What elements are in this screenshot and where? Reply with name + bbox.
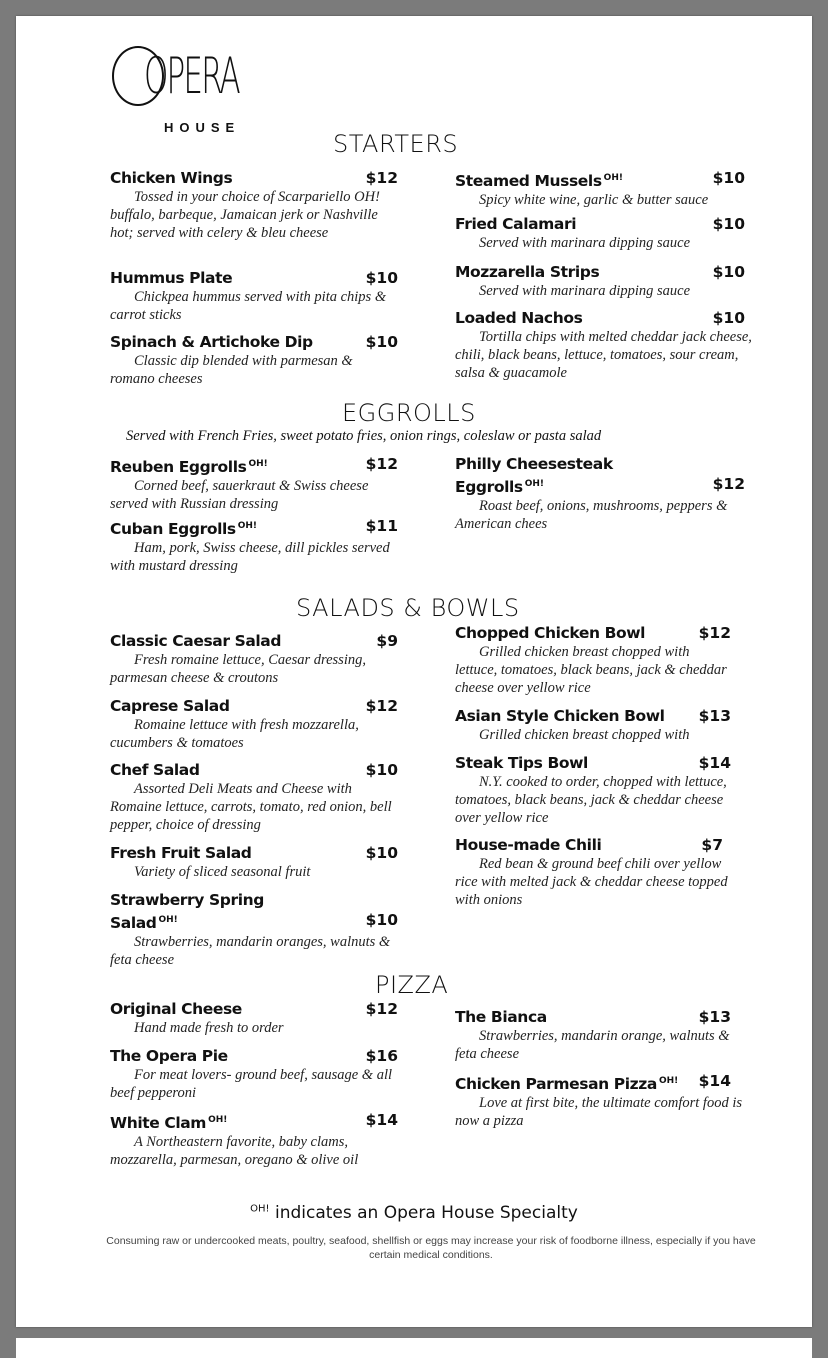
item-name: Chef Salad	[110, 761, 200, 779]
item-name-wrap	[455, 474, 745, 497]
item-price: $10	[365, 333, 398, 351]
menu-item	[110, 268, 398, 324]
item-name-wrap	[455, 168, 745, 191]
menu-item	[455, 753, 731, 827]
item-price: $7	[701, 836, 723, 854]
item-price: $14	[698, 1072, 731, 1090]
item-description: Fresh romaine lettuce, Caesar dressing, parmesan cheese & croutons	[110, 652, 366, 686]
menu-item	[110, 631, 398, 687]
menu-item	[455, 214, 745, 252]
item-description: Assorted Deli Meats and Cheese with Romaine lettuce, carrots, tomato, red onion, bell pepper, choice of dressing	[110, 781, 392, 833]
item-description: Red bean & ground beef chili over yellow rice with melted jack & cheddar cheese topped with onions	[455, 856, 728, 908]
item-name: Mozzarella Strips	[455, 263, 600, 281]
item-price: $14	[698, 754, 731, 772]
specialty-mark: OH!	[208, 1115, 228, 1125]
opera-house-logo	[110, 42, 250, 135]
menu-item	[455, 623, 731, 697]
menu-item	[455, 1007, 731, 1063]
menu-item	[110, 760, 398, 834]
specialty-mark: OH!	[250, 1203, 270, 1215]
item-description: Romaine lettuce with fresh mozzarella, cucumbers & tomatoes	[110, 717, 359, 751]
logo-sub-text: HOUSE	[164, 120, 241, 135]
menu-item	[455, 262, 745, 300]
item-price: $16	[365, 1047, 398, 1065]
item-name: Steamed Mussels	[455, 172, 602, 191]
specialty-mark: OH!	[658, 1076, 679, 1086]
section-title-pizza: PIZZA	[375, 971, 449, 999]
menu-item	[110, 999, 398, 1037]
menu-item	[110, 516, 398, 575]
item-price: $12	[365, 455, 398, 473]
menu-item	[455, 706, 731, 744]
item-price: $12	[365, 697, 398, 715]
item-name: White Clam	[110, 1114, 207, 1133]
menu-item	[455, 454, 745, 533]
item-name-line1: Philly Cheesesteak	[455, 455, 613, 473]
item-description: Spicy white wine, garlic & butter sauce	[479, 192, 709, 209]
item-name: Classic Caesar Salad	[110, 632, 282, 650]
next-page-edge	[16, 1338, 812, 1358]
section-title-starters: STARTERS	[333, 130, 459, 158]
menu-item	[110, 843, 398, 881]
eggrolls-sides-note: Served with French Fries, sweet potato fries, onion rings, coleslaw or pasta salad	[126, 428, 602, 444]
item-name: Cuban Eggrolls	[110, 520, 236, 539]
specialty-legend	[16, 1203, 812, 1223]
item-name: Caprese Salad	[110, 697, 230, 715]
item-price: $12	[365, 169, 398, 187]
item-price: $10	[712, 169, 745, 187]
item-description: Tortilla chips with melted cheddar jack cheese, chili, black beans, lettuce, tomatoes, sour cream, salsa & guacamole	[455, 329, 752, 381]
item-name: Chicken Wings	[110, 169, 233, 187]
menu-item	[110, 168, 398, 242]
item-name-line2: Eggrolls	[455, 478, 523, 497]
item-price: $12	[712, 475, 745, 493]
item-description: Strawberries, mandarin orange, walnuts & feta cheese	[455, 1028, 730, 1062]
item-description: A Northeastern favorite, baby clams, mozzarella, parmesan, oregano & olive oil	[110, 1134, 359, 1169]
specialty-mark: OH!	[158, 915, 178, 925]
item-name-wrap	[110, 910, 398, 933]
item-name-line1: Strawberry Spring	[110, 891, 264, 909]
specialty-mark: OH!	[237, 521, 258, 531]
item-price: $10	[365, 761, 398, 779]
section-title-salads-bowls: SALADS & BOWLS	[296, 594, 520, 622]
item-price: $10	[712, 215, 745, 233]
item-description: Roast beef, onions, mushrooms, peppers & American chees	[455, 498, 728, 533]
item-name-line2: Salad	[110, 914, 157, 933]
item-name: Loaded Nachos	[455, 309, 583, 327]
item-name: Hummus Plate	[110, 269, 233, 287]
section-title-eggrolls: EGGROLLS	[342, 399, 476, 427]
item-description: Grilled chicken breast chopped with lettuce, tomatoes, black beans, jack & cheddar cheese over yellow rice	[455, 644, 727, 696]
item-name: Reuben Eggrolls	[110, 458, 247, 477]
menu-item	[455, 308, 755, 382]
item-price: $13	[698, 1008, 731, 1026]
item-price: $13	[698, 707, 731, 725]
item-description: Strawberries, mandarin oranges, walnuts & feta cheese	[110, 934, 391, 969]
item-description: N.Y. cooked to order, chopped with lettuce, tomatoes, black beans, jack & cheddar cheese over yellow rice	[455, 774, 727, 826]
menu-item	[455, 168, 745, 209]
item-price: $10	[365, 844, 398, 862]
item-description: Grilled chicken breast chopped with	[479, 727, 690, 743]
item-description: Variety of sliced seasonal fruit	[134, 864, 311, 880]
item-description: Ham, pork, Swiss cheese, dill pickles served with mustard dressing	[110, 540, 390, 575]
item-price: $9	[376, 632, 398, 650]
item-name: Chopped Chicken Bowl	[455, 624, 646, 642]
menu-item	[455, 835, 731, 909]
item-description: Classic dip blended with parmesan & romano cheeses	[110, 353, 353, 387]
item-price: $10	[712, 309, 745, 327]
item-description: Served with marinara dipping sauce	[479, 235, 691, 251]
item-price: $14	[365, 1111, 398, 1129]
item-price: $12	[698, 624, 731, 642]
item-price: $10	[365, 269, 398, 287]
menu-item	[110, 332, 398, 388]
item-name: House-made Chili	[455, 836, 602, 854]
item-description: Tossed in your choice of Scarpariello OH! buffalo, barbeque, Jamaican jerk or Nashville hot; served with celery & bleu cheese	[110, 189, 380, 241]
item-name: Chicken Parmesan Pizza	[455, 1075, 657, 1094]
item-name: Original Cheese	[110, 1000, 242, 1018]
item-description: Chickpea hummus served with pita chips & carrot sticks	[110, 289, 387, 323]
item-name: Spinach & Artichoke Dip	[110, 333, 313, 351]
item-name: Asian Style Chicken Bowl	[455, 707, 665, 725]
item-description: Corned beef, sauerkraut & Swiss cheese served with Russian dressing	[110, 478, 369, 513]
menu-item	[455, 1071, 747, 1130]
item-name-wrap	[110, 454, 398, 477]
menu-item	[110, 1110, 410, 1169]
item-price: $11	[365, 517, 398, 535]
item-name-wrap	[110, 516, 398, 539]
menu-page	[16, 16, 812, 1327]
item-description: For meat lovers- ground beef, sausage & all beef pepperoni	[110, 1067, 393, 1101]
item-name: Steak Tips Bowl	[455, 754, 588, 772]
item-name: Fresh Fruit Salad	[110, 844, 252, 862]
item-name: Fried Calamari	[455, 215, 577, 233]
item-description: Love at first bite, the ultimate comfort food is now a pizza	[455, 1095, 742, 1130]
logo-main-text: OPERA	[144, 47, 239, 105]
specialty-mark: OH!	[603, 173, 623, 183]
menu-item	[110, 696, 398, 752]
item-price: $10	[712, 263, 745, 281]
specialty-mark: OH!	[248, 459, 268, 469]
menu-item	[110, 890, 398, 969]
food-safety-disclaimer: Consuming raw or undercooked meats, poultry, seafood, shellfish or eggs may increase your risk of foodborne illness, especially if you have certain medical conditions.	[106, 1235, 756, 1261]
item-price: $10	[365, 911, 398, 929]
item-name: The Bianca	[455, 1008, 547, 1026]
specialty-mark: OH!	[524, 479, 545, 489]
item-description: Hand made fresh to order	[134, 1020, 284, 1036]
menu-item	[110, 1046, 398, 1102]
menu-item	[110, 454, 398, 513]
item-price: $12	[365, 1000, 398, 1018]
item-name: The Opera Pie	[110, 1047, 228, 1065]
item-description: Served with marinara dipping sauce	[479, 283, 691, 299]
specialty-legend-text: indicates an Opera House Specialty	[274, 1203, 578, 1223]
